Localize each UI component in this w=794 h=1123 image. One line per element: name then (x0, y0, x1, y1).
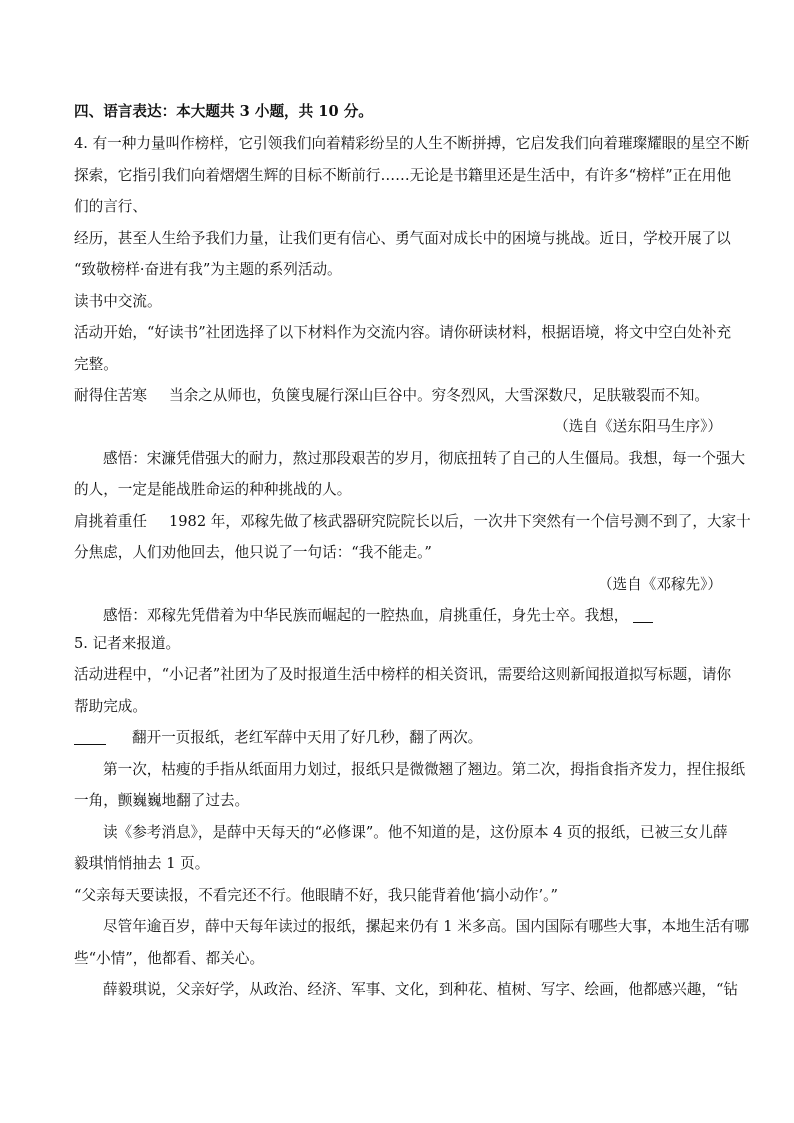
material2-label: 肩挑着重任 (74, 513, 147, 530)
q5-lead-text: 翻开一页报纸，老红军薛中天用了好几秒，翻了两次。 (132, 729, 483, 746)
q5-paragraph-line-8: 薛毅琪说，父亲好学，从政治、经济、军事、文化，到种花、植树、写字、绘画，他都感兴趣，“钻 (103, 981, 738, 998)
answer-blank-title[interactable] (74, 728, 106, 745)
material2-source: （选自《邓稼先》） (597, 576, 722, 593)
q5-heading: 5. 记者来报道。 (74, 635, 181, 652)
q5-paragraph-line-7: 些“小情”，他都看、都关心。 (74, 950, 265, 967)
q5-lead-line (74, 728, 722, 748)
q4-text-line-2: 探索，它指引我们向着熠熠生辉的目标不断前行……无论是书籍里还是生活中，有许多“榜样”正在用他 (74, 167, 732, 184)
q5-paragraph-line-5: “父亲每天要读报，不看完还不行。他眼睛不好，我只能背着他‘搞小动作’。” (74, 887, 558, 904)
material2-line (74, 512, 751, 532)
q5-instruction-line-1: 活动进程中，“小记者”社团为了及时报道生活中榜样的相关资讯，需要给这则新闻报道拟写标题，请你 (74, 666, 732, 683)
answer-blank-q4[interactable] (633, 606, 653, 623)
q4-text-line-5: “致敬榜样·奋进有我”为主题的系列活动。 (74, 261, 342, 278)
q5-paragraph-line-3: 读《参考消息》，是薛中天每天的“必修课”。他不知道的是，这份原本 4 页的报纸，已被三女儿薛 (103, 824, 728, 841)
material1-line (74, 386, 722, 406)
material2-reflection (74, 606, 751, 626)
material2-text-cont: 分焦虑，人们劝他回去，他只说了一句话：“我不能走。” (74, 544, 432, 561)
q5-instruction-line-2: 帮助完成。 (74, 698, 147, 715)
material1-reflection-line-1: 感悟：宋濂凭借强大的耐力，熬过那段艰苦的岁月，彻底扭转了自己的人生僵局。我想，每一个强大 (103, 450, 746, 467)
material1-label: 耐得住苦寒 (74, 387, 147, 404)
material1-reflection-line-2: 的人，一定是能战胜命运的种种挑战的人。 (74, 481, 352, 498)
q4-instruction-line-2: 完整。 (74, 356, 118, 373)
material2-reflection-text: 感悟：邓稼先凭借着为中华民族而崛起的一腔热血，肩挑重任，身先士卒。我想， (103, 607, 629, 624)
q4-text-line-1: 4. 有一种力量叫作榜样，它引领我们向着精彩纷呈的人生不断拼搏，它启发我们向着璀璨耀眼的星空不断 (74, 135, 750, 152)
q5-paragraph-line-6: 尽管年逾百岁，薛中天每年读过的报纸，摞起来仍有 1 米多高。国内国际有哪些大事，本地生活有哪 (103, 918, 750, 935)
q5-paragraph-line-4: 毅琪悄悄抽去 1 页。 (74, 855, 210, 872)
section-heading: 四、语言表达：本大题共 3 小题，共 10 分。 (74, 103, 373, 120)
q4-instruction-line-1: 活动开始，“好读书”社团选择了以下材料作为交流内容。请你研读材料，根据语境，将文中空白处补充 (74, 324, 732, 341)
q5-paragraph-line-1: 第一次，枯瘦的手指从纸面用力划过，报纸只是微微翘了翘边。第二次，拇指食指齐发力，捏住报纸 (103, 761, 746, 778)
q4-subheading: 读书中交流。 (74, 293, 162, 310)
material1-source: （选自《送东阳马生序》） (554, 418, 722, 435)
q4-text-line-3: 们的言行、 (74, 198, 147, 215)
q4-text-line-4: 经历，甚至人生给予我们力量，让我们更有信心、勇气面对成长中的困境与挑战。近日，学校开展了以 (74, 230, 731, 247)
material1-text: 当余之从师也，负箧曳屣行深山巨谷中。穷冬烈风，大雪深数尺，足肤皲裂而不知。 (168, 387, 709, 404)
material2-text: 1982 年，邓稼先做了核武器研究院院长以后，一次井下突然有一个信号测不到了，大家十 (168, 513, 751, 530)
q5-paragraph-line-2: 一角，颤巍巍地翻了过去。 (74, 792, 250, 809)
